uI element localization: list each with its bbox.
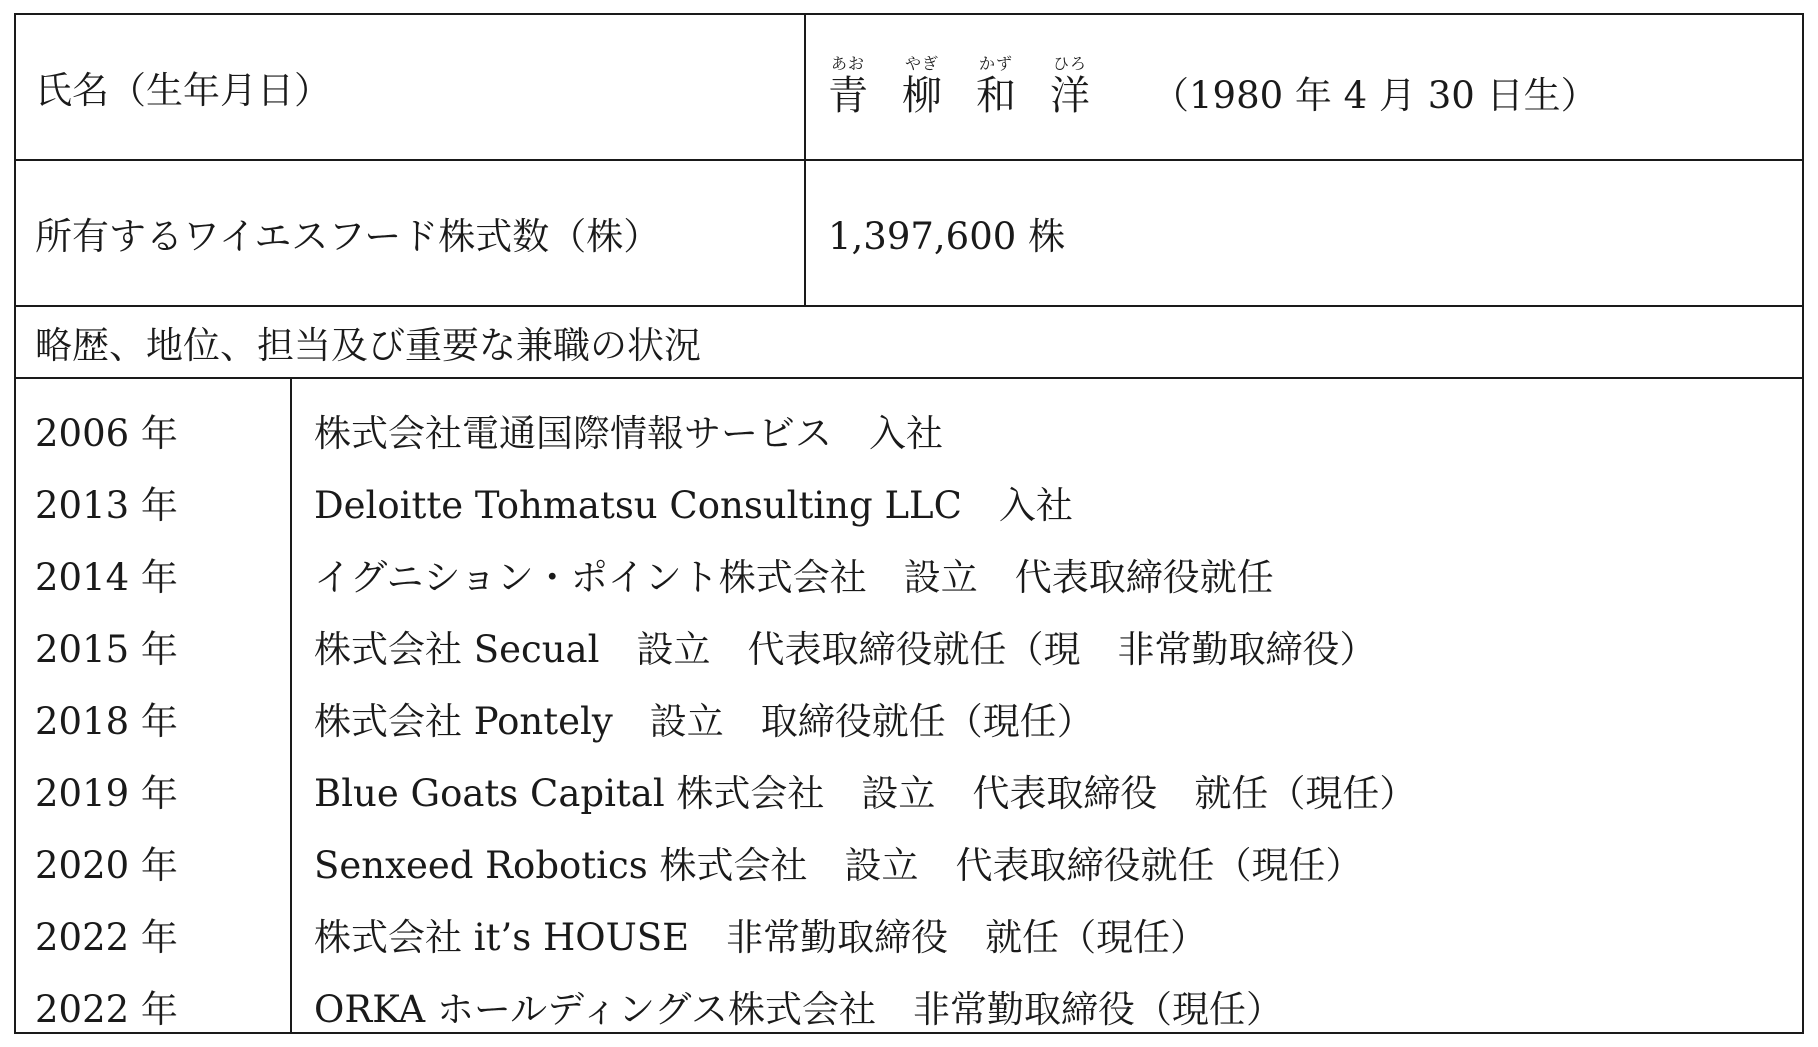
name-ruby: あお bbox=[830, 54, 865, 73]
history-row bbox=[16, 394, 1802, 466]
history-heading: 略歴、地位、担当及び重要な兼職の状況 bbox=[35, 324, 701, 367]
history-row bbox=[16, 898, 1802, 970]
name-value bbox=[828, 15, 1598, 159]
history-event: 株式会社 Pontely 設立 取締役就任（現任） bbox=[314, 700, 1094, 743]
history-year: 2022 年 bbox=[35, 916, 178, 959]
history-year: 2006 年 bbox=[35, 412, 178, 455]
history-row bbox=[16, 466, 1802, 538]
history-event: 株式会社電通国際情報サービス 入社 bbox=[314, 412, 943, 455]
column-divider bbox=[804, 15, 806, 305]
history-row bbox=[16, 970, 1802, 1042]
name-char bbox=[828, 56, 868, 118]
history-event: Deloitte Tohmatsu Consulting LLC 入社 bbox=[314, 484, 1073, 527]
history-year: 2015 年 bbox=[35, 628, 178, 671]
history-year: 2013 年 bbox=[35, 484, 178, 527]
birth-date: （1980 年 4 月 30 日生） bbox=[1152, 74, 1598, 117]
name-ruby: やぎ bbox=[904, 54, 939, 73]
name-kanji: 青 bbox=[828, 73, 868, 119]
history-year: 2020 年 bbox=[35, 844, 178, 887]
name-label: 氏名（生年月日） bbox=[35, 69, 331, 112]
name-char bbox=[976, 56, 1016, 118]
history-event: イグニション・ポイント株式会社 設立 代表取締役就任 bbox=[314, 556, 1274, 599]
history-event: Blue Goats Capital 株式会社 設立 代表取締役 就任（現任） bbox=[314, 772, 1417, 815]
history-row bbox=[16, 754, 1802, 826]
history-event: Senxeed Robotics 株式会社 設立 代表取締役就任（現任） bbox=[314, 844, 1363, 887]
name-char bbox=[1050, 56, 1090, 118]
history-row bbox=[16, 682, 1802, 754]
name-kanji: 柳 bbox=[902, 73, 942, 119]
shares-value: 1,397,600 株 bbox=[828, 215, 1066, 258]
shares-label: 所有するワイエスフード株式数（株） bbox=[35, 215, 661, 258]
history-row bbox=[16, 538, 1802, 610]
name-char bbox=[902, 56, 942, 118]
name-ruby: ひろ bbox=[1052, 54, 1087, 73]
name-ruby: かず bbox=[978, 54, 1013, 73]
profile-table bbox=[14, 13, 1804, 1034]
history-event: 株式会社 Secual 設立 代表取締役就任（現 非常勤取締役） bbox=[314, 628, 1377, 671]
name-kanji: 和 bbox=[976, 73, 1016, 119]
history-year: 2022 年 bbox=[35, 988, 178, 1031]
history-row bbox=[16, 826, 1802, 898]
name-kanji: 洋 bbox=[1050, 73, 1090, 119]
history-year: 2014 年 bbox=[35, 556, 178, 599]
history-row bbox=[16, 610, 1802, 682]
divider bbox=[16, 377, 1802, 379]
history-event: 株式会社 it’s HOUSE 非常勤取締役 就任（現任） bbox=[314, 916, 1208, 959]
history-event: ORKA ホールディングス株式会社 非常勤取締役（現任） bbox=[314, 988, 1284, 1031]
history-year: 2019 年 bbox=[35, 772, 178, 815]
history-year: 2018 年 bbox=[35, 700, 178, 743]
